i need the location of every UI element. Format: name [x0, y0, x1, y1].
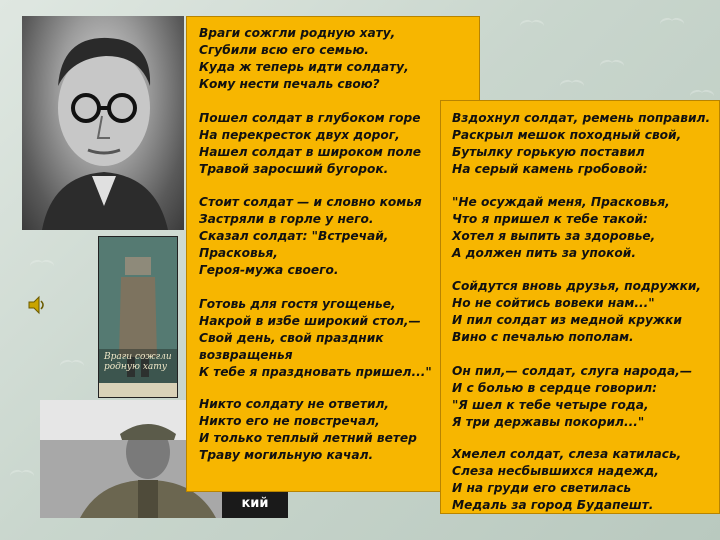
book-cover-drawing — [99, 237, 177, 397]
poem-line: Бутылку горькую поставил — [452, 145, 645, 159]
stanza-right-5 — [452, 446, 681, 514]
stanza-right-2 — [452, 194, 670, 262]
poem-line: Хотел я выпить за здоровье, — [452, 229, 656, 243]
poem-line: возвращенья — [199, 348, 293, 362]
poem-line: Медаль за город Будапешт. — [452, 498, 654, 512]
bird-decoration — [690, 90, 716, 100]
stanza-left-3 — [199, 194, 422, 279]
stanza-left-5 — [199, 396, 417, 464]
poem-line: Что я пришел к тебе такой: — [452, 212, 648, 226]
book-title: Враги сожгли родную хату — [104, 352, 172, 372]
poem-line: Сгубили всю его семью. — [199, 43, 369, 57]
poem-line: Вздохнул солдат, ремень поправил. — [452, 111, 711, 125]
author-portrait — [22, 16, 184, 230]
poem-line: Куда ж теперь идти солдату, — [199, 60, 409, 74]
poem-line: Хмелел солдат, слеза катилась, — [452, 447, 682, 461]
poem-line: Свой день, свой праздник — [199, 331, 384, 345]
bird-decoration — [30, 260, 56, 270]
poem-line: Накрой в избе широкий стол,— — [199, 314, 421, 328]
poem-line: Травой заросший бугорок. — [199, 162, 389, 176]
speaker-icon[interactable] — [26, 294, 48, 316]
caption-label: кий — [222, 488, 288, 518]
poem-line: Готовь для гостя угощенье, — [199, 297, 396, 311]
portrait-drawing — [22, 16, 184, 230]
poem-line: А должен пить за упокой. — [452, 246, 636, 260]
poem-line: И с болью в сердце говорил: — [452, 381, 657, 395]
poem-line: Слеза несбывшихся надежд, — [452, 464, 659, 478]
poem-line: На серый камень гробовой: — [452, 162, 648, 176]
poem-line: "Я шел к тебе четыре года, — [452, 398, 649, 412]
poem-line: Я три державы покорил..." — [452, 415, 645, 429]
poem-line: Никто его не повстречал, — [199, 414, 380, 428]
poem-line: Прасковья, — [199, 246, 278, 260]
bird-decoration — [660, 18, 686, 28]
poem-line: К тебе я праздновать пришел..." — [199, 365, 432, 379]
poem-line: Но не сойтись вовеки нам..." — [452, 296, 655, 310]
stanza-right-4 — [452, 363, 692, 431]
poem-line: И только теплый летний ветер — [199, 431, 417, 445]
bird-decoration — [60, 360, 86, 370]
bird-decoration — [520, 20, 546, 30]
stanza-right-1 — [452, 110, 710, 178]
poem-line: На перекресток двух дорог, — [199, 128, 400, 142]
poem-line: Героя-мужа своего. — [199, 263, 339, 277]
poem-line: Пошел солдат в глубоком горе — [199, 111, 421, 125]
stanza-left-2 — [199, 110, 421, 178]
poem-line: "Не осуждай меня, Прасковья, — [452, 195, 670, 209]
poem-line: Стоит солдат — и словно комья — [199, 195, 422, 209]
poem-line: И на груди его светилась — [452, 481, 632, 495]
poem-line: И пил солдат из медной кружки — [452, 313, 682, 327]
poem-line: Раскрыл мешок походный свой, — [452, 128, 682, 142]
poem-line: Он пил,— солдат, слуга народа,— — [452, 364, 693, 378]
poem-line: Сойдутся вновь друзья, подружки, — [452, 279, 702, 293]
poem-line: Кому нести печаль свою? — [199, 77, 380, 91]
poem-line: Вино с печалью пополам. — [452, 330, 634, 344]
bird-decoration — [560, 80, 586, 90]
poem-line: Застряли в горле у него. — [199, 212, 374, 226]
poem-line: Траву могильную качал. — [199, 448, 374, 462]
stanza-left-4 — [199, 296, 432, 381]
poem-line: Никто солдату не ответил, — [199, 397, 390, 411]
bird-decoration — [10, 470, 36, 480]
poem-line: Нашел солдат в широком поле — [199, 145, 422, 159]
poem-line: Враги сожгли родную хату, — [199, 26, 396, 40]
poem-line: Сказал солдат: "Встречай, — [199, 229, 389, 243]
bird-decoration — [600, 60, 626, 70]
stanza-left-1 — [199, 25, 409, 93]
stanza-right-3 — [452, 278, 701, 346]
book-cover — [98, 236, 178, 398]
